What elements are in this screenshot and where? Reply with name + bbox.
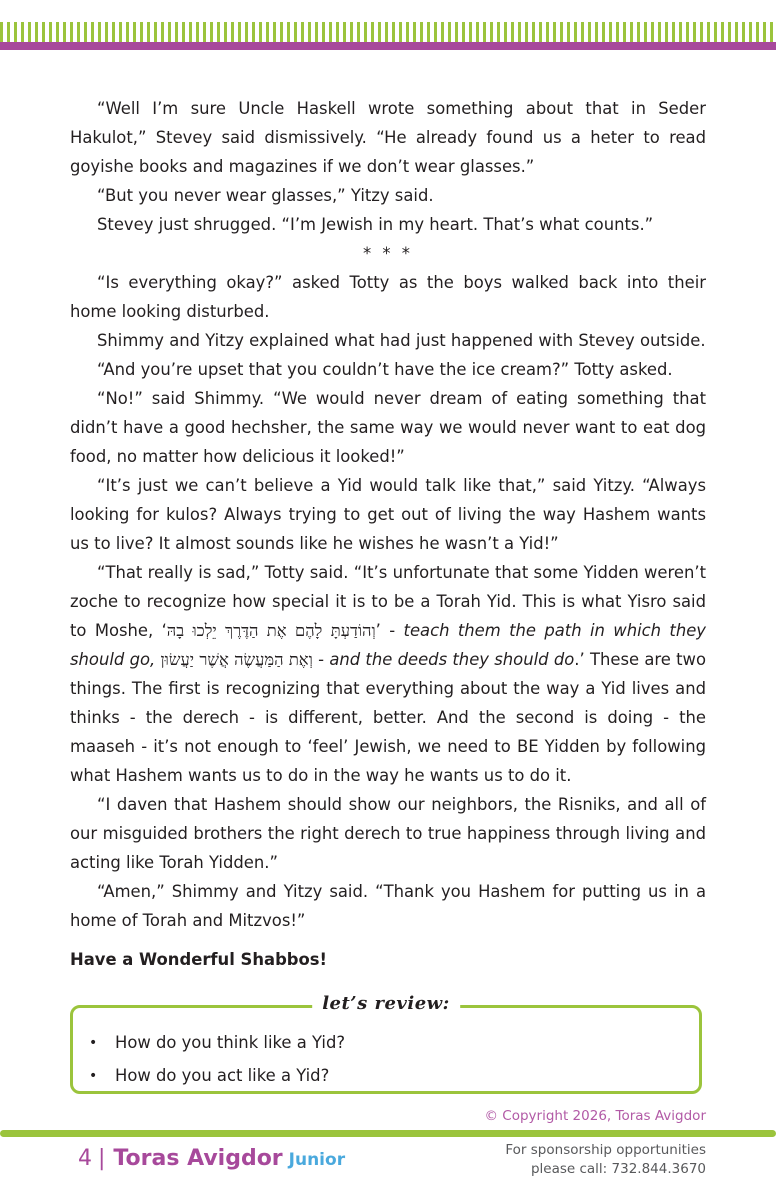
copyright: © Copyright 2026, Toras Avigdor xyxy=(484,1108,706,1124)
hebrew-verse: וְאֶת הַמַּעֲשֶׂה אֲשֶׁר יַעֲשׂוּן xyxy=(160,650,313,669)
text-run: ’ - xyxy=(375,621,404,640)
bottom-green-bar xyxy=(0,1130,776,1137)
paragraph: “Well I’m sure Uncle Haskell wrote something about that in Seder Hakulot,” Stevey said dismissively. “He already found us a heter to read goyishe books and magazines if we don’t wear glasses.” xyxy=(70,99,706,176)
bullet: • xyxy=(89,1067,98,1084)
story-text xyxy=(70,94,706,974)
text-run: “That really is sad,” Totty said. “It’s unfortunate that some Yidden weren’t zoche to recognize how special it is to be a Torah Yid. This is what Yisro said to Moshe, ‘ xyxy=(70,563,706,640)
paragraph: “I daven that Hashem should show our neighbors, the Risniks, and all of our misguided brothers the right derech to true happiness through living and acting like Torah Yidden.” xyxy=(70,795,706,872)
brand-name: Toras Avigdor xyxy=(113,1146,283,1171)
top-purple-bar xyxy=(0,42,776,50)
review-question: How do you act like a Yid? xyxy=(115,1066,330,1085)
page-number: 4 xyxy=(78,1146,92,1171)
review-list xyxy=(89,1026,345,1092)
paragraph: “Is everything okay?” asked Totty as the boys walked back into their home looking disturbed. xyxy=(70,273,706,321)
paragraph: Stevey just shrugged. “I’m Jewish in my heart. That’s what counts.” xyxy=(97,215,654,234)
hebrew-verse: וְהוֹדַעְתָּ לָהֶם אֶת הַדֶּרֶךְ יֵלְכוּ בָהּ xyxy=(166,621,376,640)
review-title: let’s review: xyxy=(312,993,460,1014)
paragraph: “Amen,” Shimmy and Yitzy said. “Thank you Hashem for putting us in a home of Torah and Mitzvos!” xyxy=(70,882,706,930)
paragraph: “And you’re upset that you couldn’t have the ice cream?” Totty asked. xyxy=(97,360,673,379)
top-stripe-decoration xyxy=(0,22,776,42)
section-break: * * * xyxy=(362,244,413,263)
paragraph: Shimmy and Yitzy explained what had just happened with Stevey outside. xyxy=(97,331,706,350)
closing-line: Have a Wonderful Shabbos! xyxy=(70,950,328,969)
translation-text: and the deeds they should do xyxy=(329,650,575,669)
sponsor-phone: please call: 732.844.3670 xyxy=(530,1161,706,1177)
paragraph-totty xyxy=(70,558,706,790)
sponsor-line: For sponsorship opportunities xyxy=(505,1142,706,1158)
text-run: .’ These are two things. The first is recognizing that everything about the way a Yid lives and thinks - the derech - is different, better. And the second is doing - the maaseh - it’s not enough to ‘feel’ Jewish, we need to BE Yidden by following what Hashem wants us to do in the way he wants us to do it. xyxy=(70,650,706,785)
review-question: How do you think like a Yid? xyxy=(115,1033,346,1052)
paragraph: “No!” said Shimmy. “We would never dream of eating something that didn’t have a good hechsher, the same way we would never want to eat dog food, no matter how delicious it looked!” xyxy=(70,389,706,466)
list-item xyxy=(89,1059,345,1092)
paragraph: “It’s just we can’t believe a Yid would talk like that,” said Yitzy. “Always looking for kulos? Always trying to get out of living the way Hashem wants us to live? It almost sounds like he wishes he wasn’t a Yid!” xyxy=(70,476,706,553)
footer-brand xyxy=(78,1146,345,1171)
translation-text: teach them the path in which they should go, xyxy=(70,621,706,669)
paragraph: “But you never wear glasses,” Yitzy said. xyxy=(97,186,434,205)
text-run: - xyxy=(312,650,330,669)
bullet: • xyxy=(89,1034,98,1051)
separator: | xyxy=(98,1146,106,1171)
review-box xyxy=(70,993,702,1094)
list-item xyxy=(89,1026,345,1059)
sponsor-info xyxy=(505,1141,706,1179)
brand-junior: Junior xyxy=(288,1150,346,1170)
